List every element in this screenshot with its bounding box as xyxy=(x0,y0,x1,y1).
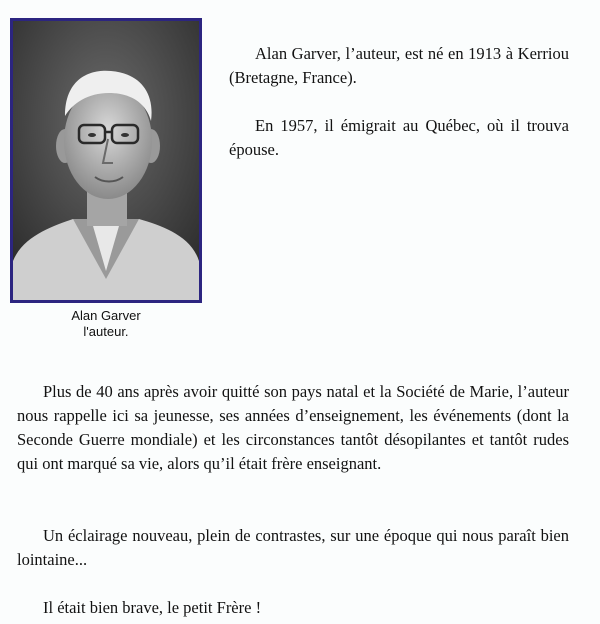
photo-caption-name: Alan Garver xyxy=(71,308,141,323)
intro-paragraph-birth: Alan Garver, l’auteur, est né en 1913 à Kerriou (Bretagne, France). xyxy=(229,44,569,87)
author-photo xyxy=(10,18,202,303)
photo-caption-role: l'auteur. xyxy=(83,324,129,339)
body-paragraph-lighting: Un éclairage nouveau, plein de contrastes, sur une époque qui nous paraît bien lointaine... xyxy=(17,526,569,569)
body-paragraph-summary: Plus de 40 ans après avoir quitté son pays natal et la Société de Marie, l’auteur nous rappelle ici sa jeunesse, ses années d’enseignement, les événements (dont la Seconde Guerre mondiale) et les circonstances tantôt désopilantes et tantôt rudes qui ont marqué sa vie, alors qu’il était frère enseignant. xyxy=(17,382,569,473)
body-paragraph-closing: Il était bien brave, le petit Frère ! xyxy=(43,598,262,617)
portrait-photo xyxy=(13,21,199,300)
intro-paragraph-emigration: En 1957, il émigrait au Québec, où il trouva épouse. xyxy=(229,116,569,159)
